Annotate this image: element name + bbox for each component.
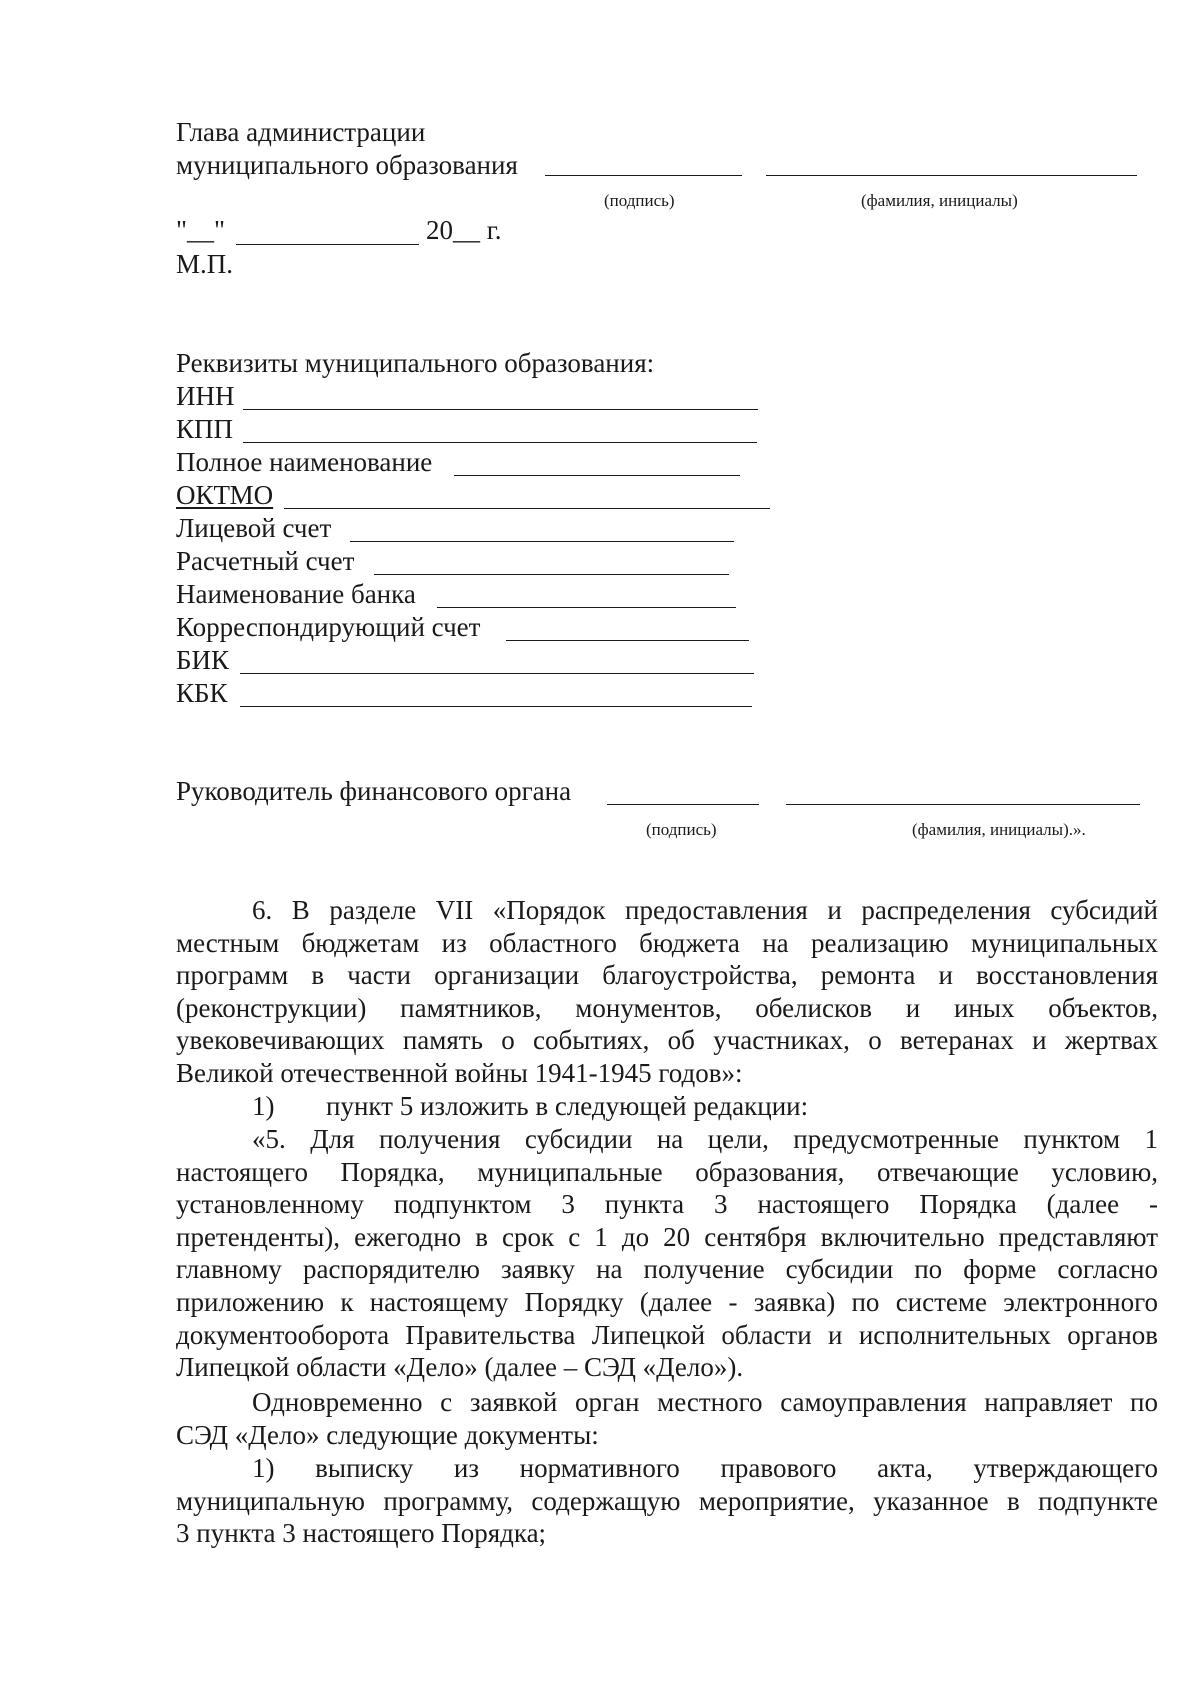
date-month-line: [236, 244, 419, 245]
subitem-1: [176, 1452, 1158, 1550]
paragraph-line: 1) выписку из нормативного правового акта, утверждающего: [252, 1453, 1158, 1483]
field-kpp-label: КПП: [176, 414, 234, 444]
field-settlement-account-line: [374, 574, 729, 575]
paragraph-line: настоящего Порядка, муниципальные образования, отвечающие условию,: [176, 1156, 1158, 1187]
field-oktmo-label: ОКТМО: [176, 480, 274, 510]
paragraph-line: Липецкой области «Дело» (далее – СЭД «Дело»).: [176, 1352, 744, 1383]
finance-signature-caption: (подпись): [646, 820, 717, 839]
paragraph-line: увековечивающих память о событиях, об участниках, о ветеранах и жертвах: [176, 1025, 1158, 1056]
field-bank-name-label: Наименование банка: [176, 579, 416, 609]
finance-name-caption: (фамилия, инициалы).».: [912, 820, 1086, 839]
paragraph-line: Одновременно с заявкой орган местного самоуправления направляет по: [252, 1387, 1158, 1417]
finance-head-label: Руководитель финансового органа: [176, 776, 572, 806]
paragraph-line: программ в части организации благоустройства, ремонта и восстановления: [176, 960, 1158, 991]
head-signature-caption: (подпись): [604, 191, 675, 210]
head-name-caption: (фамилия, инициалы): [861, 191, 1018, 210]
field-kbk-label: КБК: [176, 678, 228, 708]
head-title-line1: Глава администрации: [176, 117, 426, 147]
field-personal-account-line: [350, 541, 734, 542]
paragraph-line: Великой отечественной войны 1941-1945 годов»:: [176, 1057, 743, 1088]
paragraph-line: приложению к настоящему Порядку (далее - заявка) по системе электронного: [176, 1286, 1158, 1317]
date-year: 20__ г.: [426, 215, 502, 245]
field-bik-label: БИК: [176, 645, 230, 675]
date-day: "__": [176, 215, 226, 245]
paragraph-line: документооборота Правительства Липецкой области и исполнительных органов: [176, 1319, 1158, 1350]
field-bank-name-line: [437, 607, 736, 608]
item-1-text: пункт 5 изложить в следующей редакции:: [326, 1091, 809, 1121]
field-fullname-label: Полное наименование: [176, 447, 433, 477]
field-bik-line: [240, 673, 754, 674]
paragraph-line: СЭД «Дело» следующие документы:: [176, 1419, 599, 1450]
paragraph-line: 3 пункта 3 настоящего Порядка;: [176, 1518, 547, 1549]
point-5: [176, 1123, 1158, 1384]
field-inn-label: ИНН: [176, 381, 235, 411]
head-name-line: [766, 175, 1137, 176]
finance-name-line: [786, 804, 1140, 805]
paragraph-line: местным бюджетам из областного бюджета на реализацию муниципальных: [176, 927, 1158, 958]
field-kbk-line: [240, 706, 752, 707]
field-oktmo-line: [284, 508, 770, 509]
field-inn-line: [243, 409, 758, 410]
finance-signature-line: [607, 804, 759, 805]
field-fullname-line: [454, 475, 740, 476]
field-corr-account-line: [506, 640, 749, 641]
field-corr-account-label: Корреспондирующий счет: [176, 612, 481, 642]
seal-label: М.П.: [176, 249, 234, 279]
paragraph-line: 6. В разделе VII «Порядок предоставления и распределения субсидий: [252, 895, 1158, 925]
paragraph-line: «5. Для получения субсидии на цели, предусмотренные пунктом 1: [252, 1124, 1158, 1154]
paragraph-6: [176, 894, 1158, 1090]
item-1-number: 1): [252, 1091, 275, 1121]
paragraph-line: (реконструкции) памятников, монументов, обелисков и иных объектов,: [176, 992, 1158, 1023]
requisites-title: Реквизиты муниципального образования:: [176, 348, 655, 378]
paragraph-simultaneously: [176, 1386, 1158, 1451]
head-signature-line: [545, 175, 742, 176]
field-kpp-line: [243, 442, 757, 443]
field-settlement-account-label: Расчетный счет: [176, 546, 355, 576]
paragraph-line: претенденты), ежегодно в срок с 1 до 20 сентября включительно представляют: [176, 1221, 1158, 1252]
paragraph-line: установленному подпунктом 3 пункта 3 настоящего Порядка (далее -: [176, 1189, 1158, 1220]
head-title-line2: муниципального образования: [176, 150, 518, 180]
paragraph-line: главному распорядителю заявку на получение субсидии по форме согласно: [176, 1254, 1158, 1285]
field-personal-account-label: Лицевой счет: [176, 513, 332, 543]
paragraph-line: муниципальную программу, содержащую мероприятие, указанное в подпункте: [176, 1485, 1158, 1516]
